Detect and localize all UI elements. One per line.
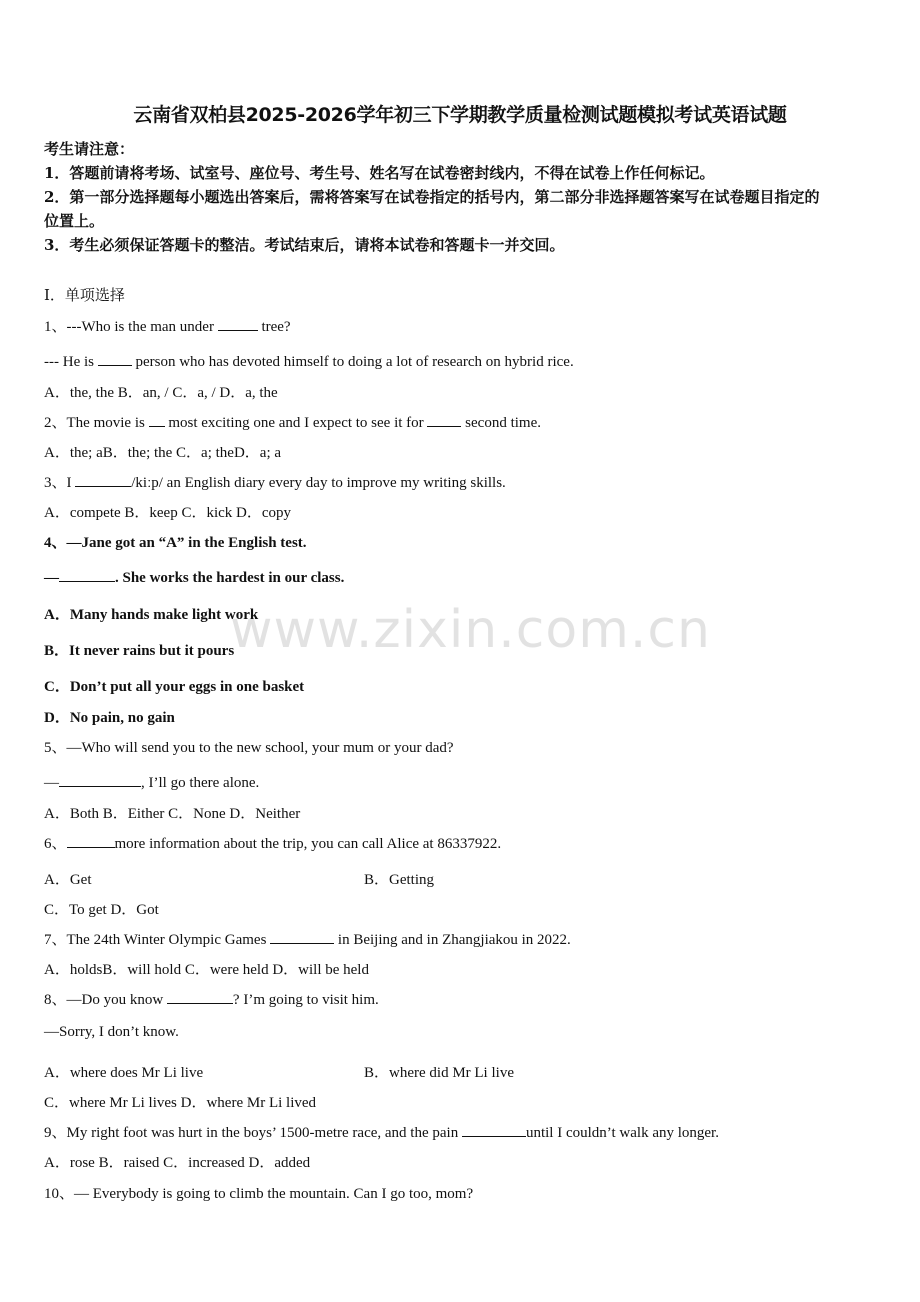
notice-item: 1．答题前请将考场、试室号、座位号、考生号、姓名写在试卷密封线内，不得在试卷上作任何标记。 — [44, 164, 715, 182]
notice-item: 3．考生必须保证答题卡的整洁。考试结束后，请将本试卷和答题卡一并交回。 — [44, 236, 565, 254]
question-4: 4、—Jane got an “A” in the English test. — [44, 535, 307, 551]
answer-blank — [167, 989, 233, 1004]
question-8-reply: —Sorry, I don’t know. — [44, 1024, 179, 1040]
question-8-options-cd: C．where Mr Li lives D．where Mr Li lived — [44, 1095, 317, 1111]
notice-item: 2．第一部分选择题每小题选出答案后，需将答案写在试卷指定的括号内，第二部分非选择题答案写在试卷题目指定的 — [44, 188, 820, 206]
question-3: 3、I /kiːp/ an English diary every day to improve my writing skills. — [44, 471, 506, 492]
answer-blank — [149, 412, 165, 427]
answer-blank — [67, 833, 115, 848]
question-8-option-a: A．where does Mr Li live — [44, 1065, 204, 1081]
answer-blank — [75, 472, 131, 487]
answer-blank — [59, 567, 115, 582]
question-5-reply: — , I’ll go there alone. — [44, 772, 259, 792]
question-5-options: A．Both B．Either C．None D．Neither — [44, 806, 301, 822]
answer-blank — [218, 316, 258, 331]
question-4-option-b: B．It never rains but it pours — [44, 643, 235, 659]
question-6-options-cd: C．To get D．Got — [44, 902, 159, 918]
notice-item: 位置上。 — [44, 212, 105, 230]
question-8: 8、—Do you know ? I’m going to visit him. — [44, 988, 379, 1009]
question-7-options: A．holdsB．will hold C．were held D．will be held — [44, 962, 369, 978]
question-6-option-b: B．Getting — [364, 872, 434, 888]
question-6-option-a: A．Get — [44, 872, 92, 888]
answer-blank — [270, 929, 334, 944]
question-9: 9、My right foot was hurt in the boys’ 1500-metre race, and the pain until I couldn’t walk any longer. — [44, 1121, 719, 1142]
question-4-reply: — . She works the hardest in our class. — [44, 567, 344, 587]
question-6: 6、 more information about the trip, you can call Alice at 86337922. — [44, 832, 501, 853]
answer-blank — [427, 412, 461, 427]
section-heading: Ⅰ．单项选择 — [44, 288, 125, 304]
question-7: 7、The 24th Winter Olympic Games in Beijing and in Zhangjiakou in 2022. — [44, 928, 571, 949]
answer-blank — [98, 351, 132, 366]
question-8-option-b: B．where did Mr Li live — [364, 1065, 514, 1081]
watermark: www.zixin.com.cn — [230, 600, 711, 660]
question-4-option-a: A．Many hands make light work — [44, 607, 259, 623]
answer-blank — [462, 1122, 526, 1137]
notice-heading: 考生请注意： — [44, 140, 135, 158]
question-2-options: A．the; aB．the; the C．a; theD．a; a — [44, 445, 282, 461]
question-5: 5、—Who will send you to the new school, your mum or your dad? — [44, 740, 454, 756]
question-3-options: A．compete B．keep C．kick D．copy — [44, 505, 292, 521]
question-1-reply: --- He is person who has devoted himself to doing a lot of research on hybrid rice. — [44, 351, 574, 371]
question-1-options: A．the, the B．an, / C．a, / D．a, the — [44, 385, 278, 401]
question-9-options: A．rose B．raised C．increased D．added — [44, 1155, 311, 1171]
notice-block — [44, 137, 884, 257]
question-1: 1、---Who is the man under tree? — [44, 315, 291, 336]
question-4-option-d: D．No pain, no gain — [44, 710, 175, 726]
question-10: 10、— Everybody is going to climb the mountain. Can I go too, mom? — [44, 1186, 474, 1202]
question-4-option-c: C．Don’t put all your eggs in one basket — [44, 679, 305, 695]
page-title: 云南省双柏县2025-2026学年初三下学期教学质量检测试题模拟考试英语试题 — [133, 104, 787, 126]
question-2: 2、The movie is most exciting one and I expect to see it for second time. — [44, 411, 541, 432]
answer-blank — [59, 772, 141, 787]
